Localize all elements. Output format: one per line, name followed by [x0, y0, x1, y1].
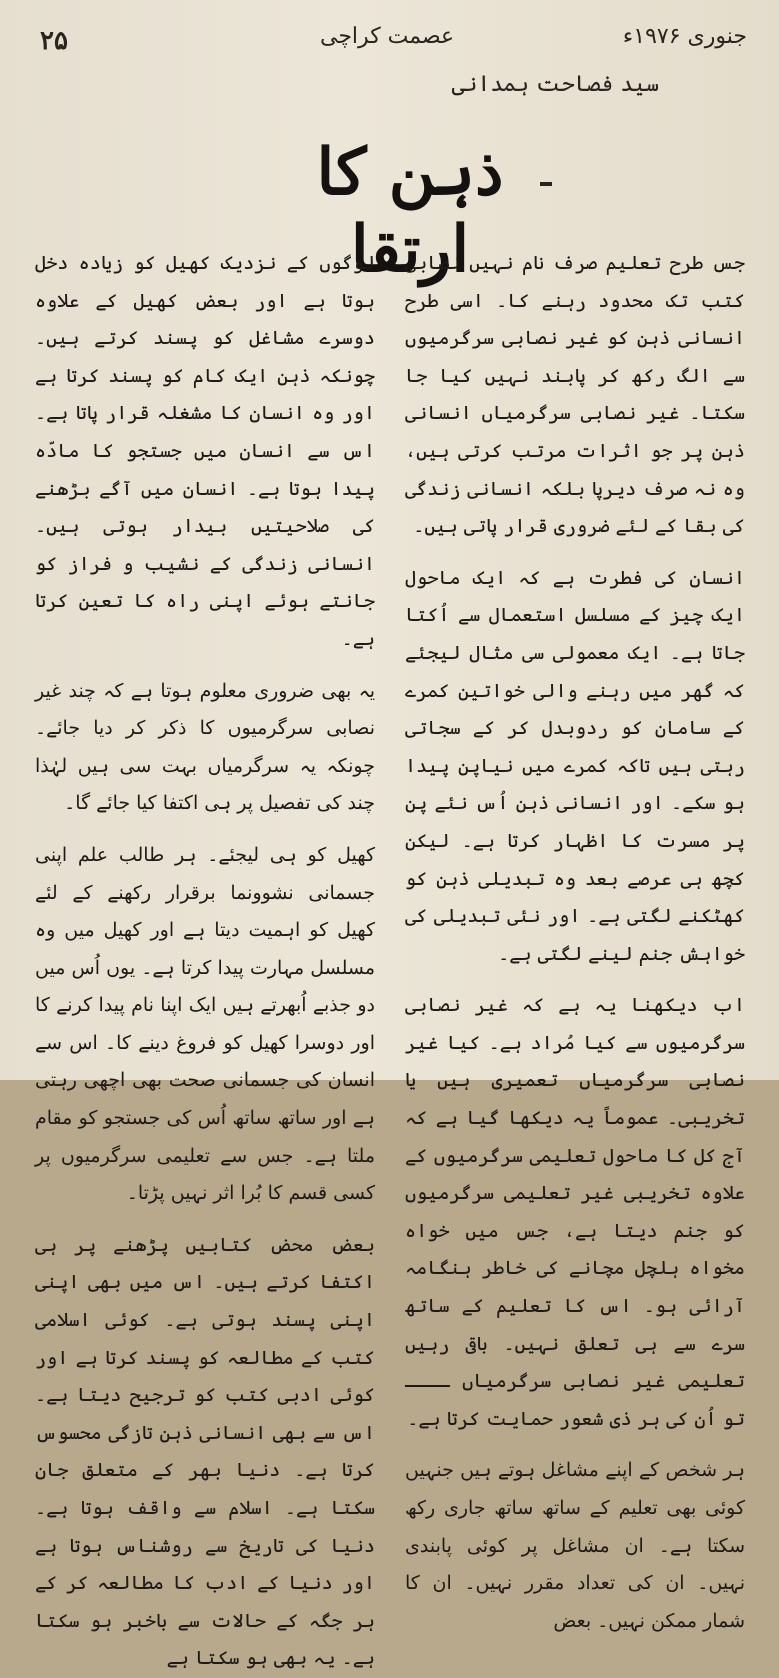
- paragraph: بعض محض کتابیں پڑھنے پر ہی اکتفا کرتے ہیں۔ اس میں بھی اپنی اپنی پسند ہوتی ہے۔ کوئی اسلامی کتب کے مطالعہ کو پسند کرتا ہے اور کوئی ادبی کتب کو ترجیح دیتا ہے۔ اس سے بھی انسانی ذہن تازگی محسوس کرتا ہے۔ دنیا بھر کے متعلق جان سکتا ہے۔ اسلام سے واقف ہوتا ہے۔ دنیا کی تاریخ سے روشناس ہوتا ہے اور دنیا کے ادب کا مطالعہ کر کے ہر جگہ کے حالات سے باخبر ہو سکتا ہے۔ یہ بھی ہو سکتا ہے: [35, 1233, 375, 1670]
- paragraph: ہر شخص کے اپنے مشاغل ہوتے ہیں جنہیں کوئی بھی تعلیم کے ساتھ ساتھ جاری رکھ سکتا ہے۔ ان مشاغل پر کوئی پابندی نہیں۔ ان کی تعداد مقرر نہیں۔ ان کا شمار ممکن نہیں۔ بعض: [405, 1459, 745, 1632]
- title-dash: [540, 182, 552, 186]
- paragraph: لوگوں کے نزدیک کھیل کو زیادہ دخل ہوتا ہے اور بعض کھیل کے علاوہ دوسرے مشاغل کو پسند کرتے ہیں۔ چونکہ ذہن ایک کام کو پسند کرتا ہے اور وہ انسان کا مشغلہ قرار پاتا ہے۔ اس سے انسان میں جستجو کا مادّہ پیدا ہوتا ہے۔ انسان میں آگے بڑھنے کی صلاحیتیں بیدار ہوتی ہیں۔ انسانی زندگی کے نشیب و فراز کو جانتے ہوئے اپنی راہ کا تعین کرتا ہے۔: [35, 252, 375, 650]
- author-byline: سید فصاحت ہمدانی: [451, 72, 659, 97]
- page-number: ۲۵: [40, 26, 68, 56]
- paragraph: انسان کی فطرت ہے کہ ایک ماحول ایک چیز کے مسلسل استعمال سے اُکتا جاتا ہے۔ ایک معمولی سی مثال لیجئے کہ گھر میں رہنے والی خواتین کمرے کے سامان کو ردوبدل کر کے سجاتی رہتی ہیں تاکہ کمرے میں نیاپن پیدا ہو سکے۔ اور انسانی ذہن اُس نئے پن پر مسرت کا اظہار کرتا ہے۔ لیکن کچھ ہی عرصے بعد وہ تبدیلی ذہن کو کھٹکنے لگتی ہے۔ اور نئی تبدیلی کی خواہش جنم لینے لگتی ہے۔: [405, 566, 745, 965]
- magazine-name: عصمت کراچی: [320, 24, 455, 49]
- paragraph: اب دیکھنا یہ ہے کہ غیر نصابی سرگرمیوں سے کیا مُراد ہے۔ کیا غیر نصابی سرگرمیاں تعمیری ہیں یا تخریبی۔ عموماً یہ دیکھا گیا ہے کہ آج کل کا ماحول تعلیمی سرگرمیوں کے علاوہ تخریبی غیر تعلیمی سرگرمیوں کو جنم دیتا ہے، جس میں خواہ مخواہ ہلچل مچانے کی خاطر ہنگامہ آرائی ہو۔ اس کا تعلیم کے ساتھ سرے سے ہی تعلق نہیں۔ باقی رہیں تعلیمی غیر نصابی سرگرمیاں ــــ تو اُن کی ہر ذی شعور حمایت کرتا ہے۔: [405, 994, 745, 1430]
- left-column: [35, 245, 375, 1670]
- paragraph: جس طرح تعلیم صرف نام نہیں نصابی کتب تک محدود رہنے کا۔ اسی طرح انسانی ذہن کو غیر نصابی سرگرمیوں سے الگ رکھ کر پابند نہیں کیا جا سکتا۔ غیر نصابی سرگرمیاں انسانی ذہن پر جو اثرات مرتب کرتی ہیں، وہ نہ صرف دیرپا بلکہ انسانی زندگی کی بقا کے لئے ضروری قرار پاتی ہیں۔: [405, 252, 745, 538]
- right-column: [405, 245, 745, 1632]
- paragraph: یہ بھی ضروری معلوم ہوتا ہے کہ چند غیر نصابی سرگرمیوں کا ذکر کر دیا جائے۔ چونکہ یہ سرگرمیاں بہت سی ہیں لہٰذا چند کی تفصیل پر ہی اکتفا کیا جائے گا۔: [35, 679, 375, 815]
- article-title: ذہن کا ارتقا: [316, 135, 504, 287]
- issue-date: جنوری ۱۹۷۶ء: [622, 24, 747, 49]
- paragraph: کھیل کو ہی لیجئے۔ ہر طالب علم اپنی جسمانی نشوونما برقرار رکھنے کے لئے کھیل کو اہمیت دیتا ہے اور کھیل میں وہ مسلسل مہارت پیدا کرتا ہے۔ یوں اُس میں دو جذبے اُبھرتے ہیں ایک اپنا نام پیدا کرنے کا اور دوسرا کھیل کو فروغ دینے کا۔ اس سے انسان کی جسمانی صحت بھی اچھی رہتی ہے اور ساتھ ساتھ اُس کی جستجو کو مقام ملتا ہے۔ جس سے تعلیمی سرگرمیوں پر کسی قسم کا بُرا اثر نہیں پڑتا۔: [35, 843, 375, 1205]
